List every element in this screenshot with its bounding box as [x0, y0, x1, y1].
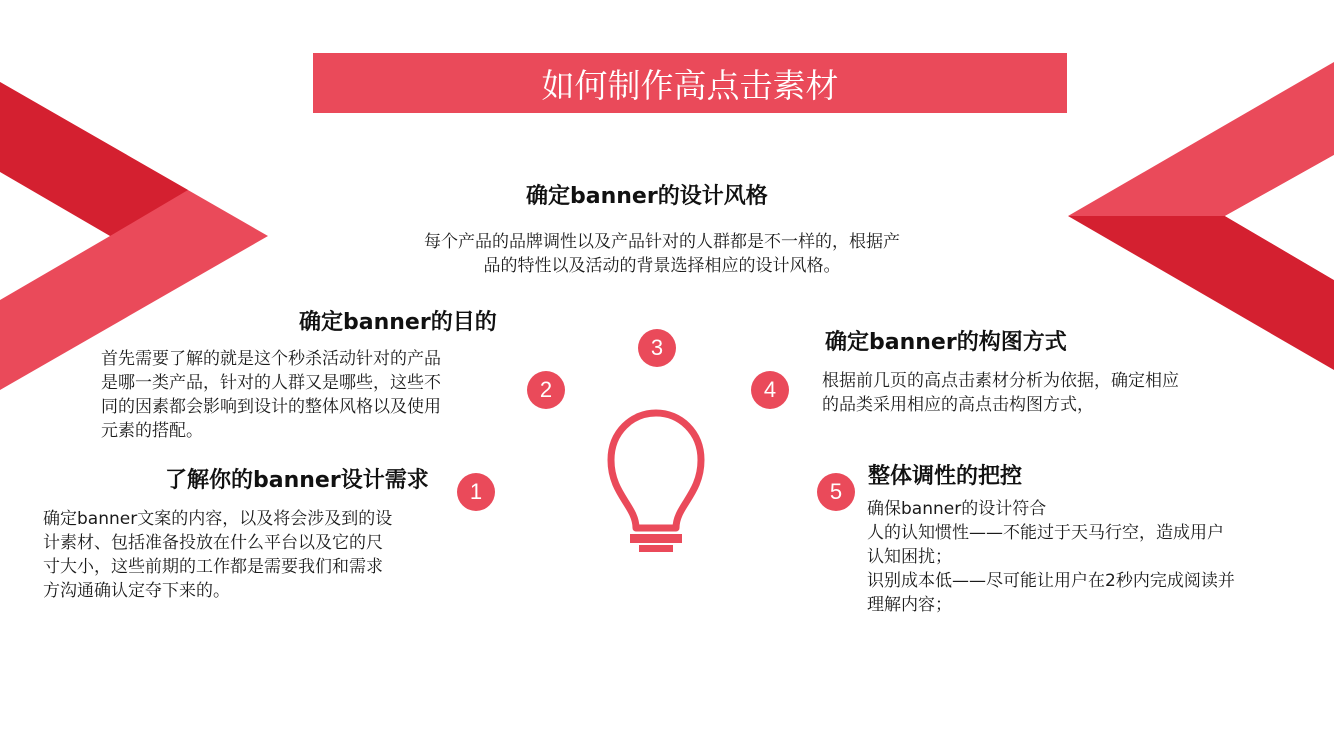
page-title: 如何制作高点击素材 — [313, 53, 1067, 113]
composition-body: 根据前几页的高点击素材分析为依据，确定相应 的品类采用相应的高点击构图方式， — [822, 371, 1179, 415]
tone-heading: 整体调性的把控 — [868, 464, 1023, 489]
purpose-body: 首先需要了解的就是这个秒杀活动针对的产品 是哪一类产品，针对的人群又是哪些，这些不 同的因素都会影响到设计的整体风格以及使用 元素的搭配。 — [101, 349, 441, 441]
step-badge-1: 1 — [457, 473, 495, 511]
needs-body: 确定banner文案的内容，以及将会涉及到的设 计素材、包括准备投放在什么平台以及它的尺 寸大小，这些前期的工作都是需要我们和需求 方沟通确认定夺下来的。 — [43, 509, 393, 601]
composition-heading: 确定banner的构图方式 — [825, 330, 1067, 355]
style-body: 每个产品的品牌调性以及产品针对的人群都是不一样的，根据产 品的特性以及活动的背景选择相应的设计风格。 — [424, 232, 900, 276]
step-badge-2: 2 — [527, 371, 565, 409]
step-badge-4: 4 — [751, 371, 789, 409]
step-badge-3: 3 — [638, 329, 676, 367]
style-heading: 确定banner的设计风格 — [526, 184, 768, 209]
tone-body: 确保banner的设计符合 人的认知惯性——不能过于天马行空，造成用户 认知困扰； 识别成本低——尽可能让用户在2秒内完成阅读并 理解内容； — [867, 499, 1235, 615]
purpose-heading: 确定banner的目的 — [299, 310, 497, 335]
needs-heading: 了解你的banner设计需求 — [165, 468, 429, 493]
lightbulb-icon — [606, 408, 706, 556]
step-badge-5: 5 — [817, 473, 855, 511]
